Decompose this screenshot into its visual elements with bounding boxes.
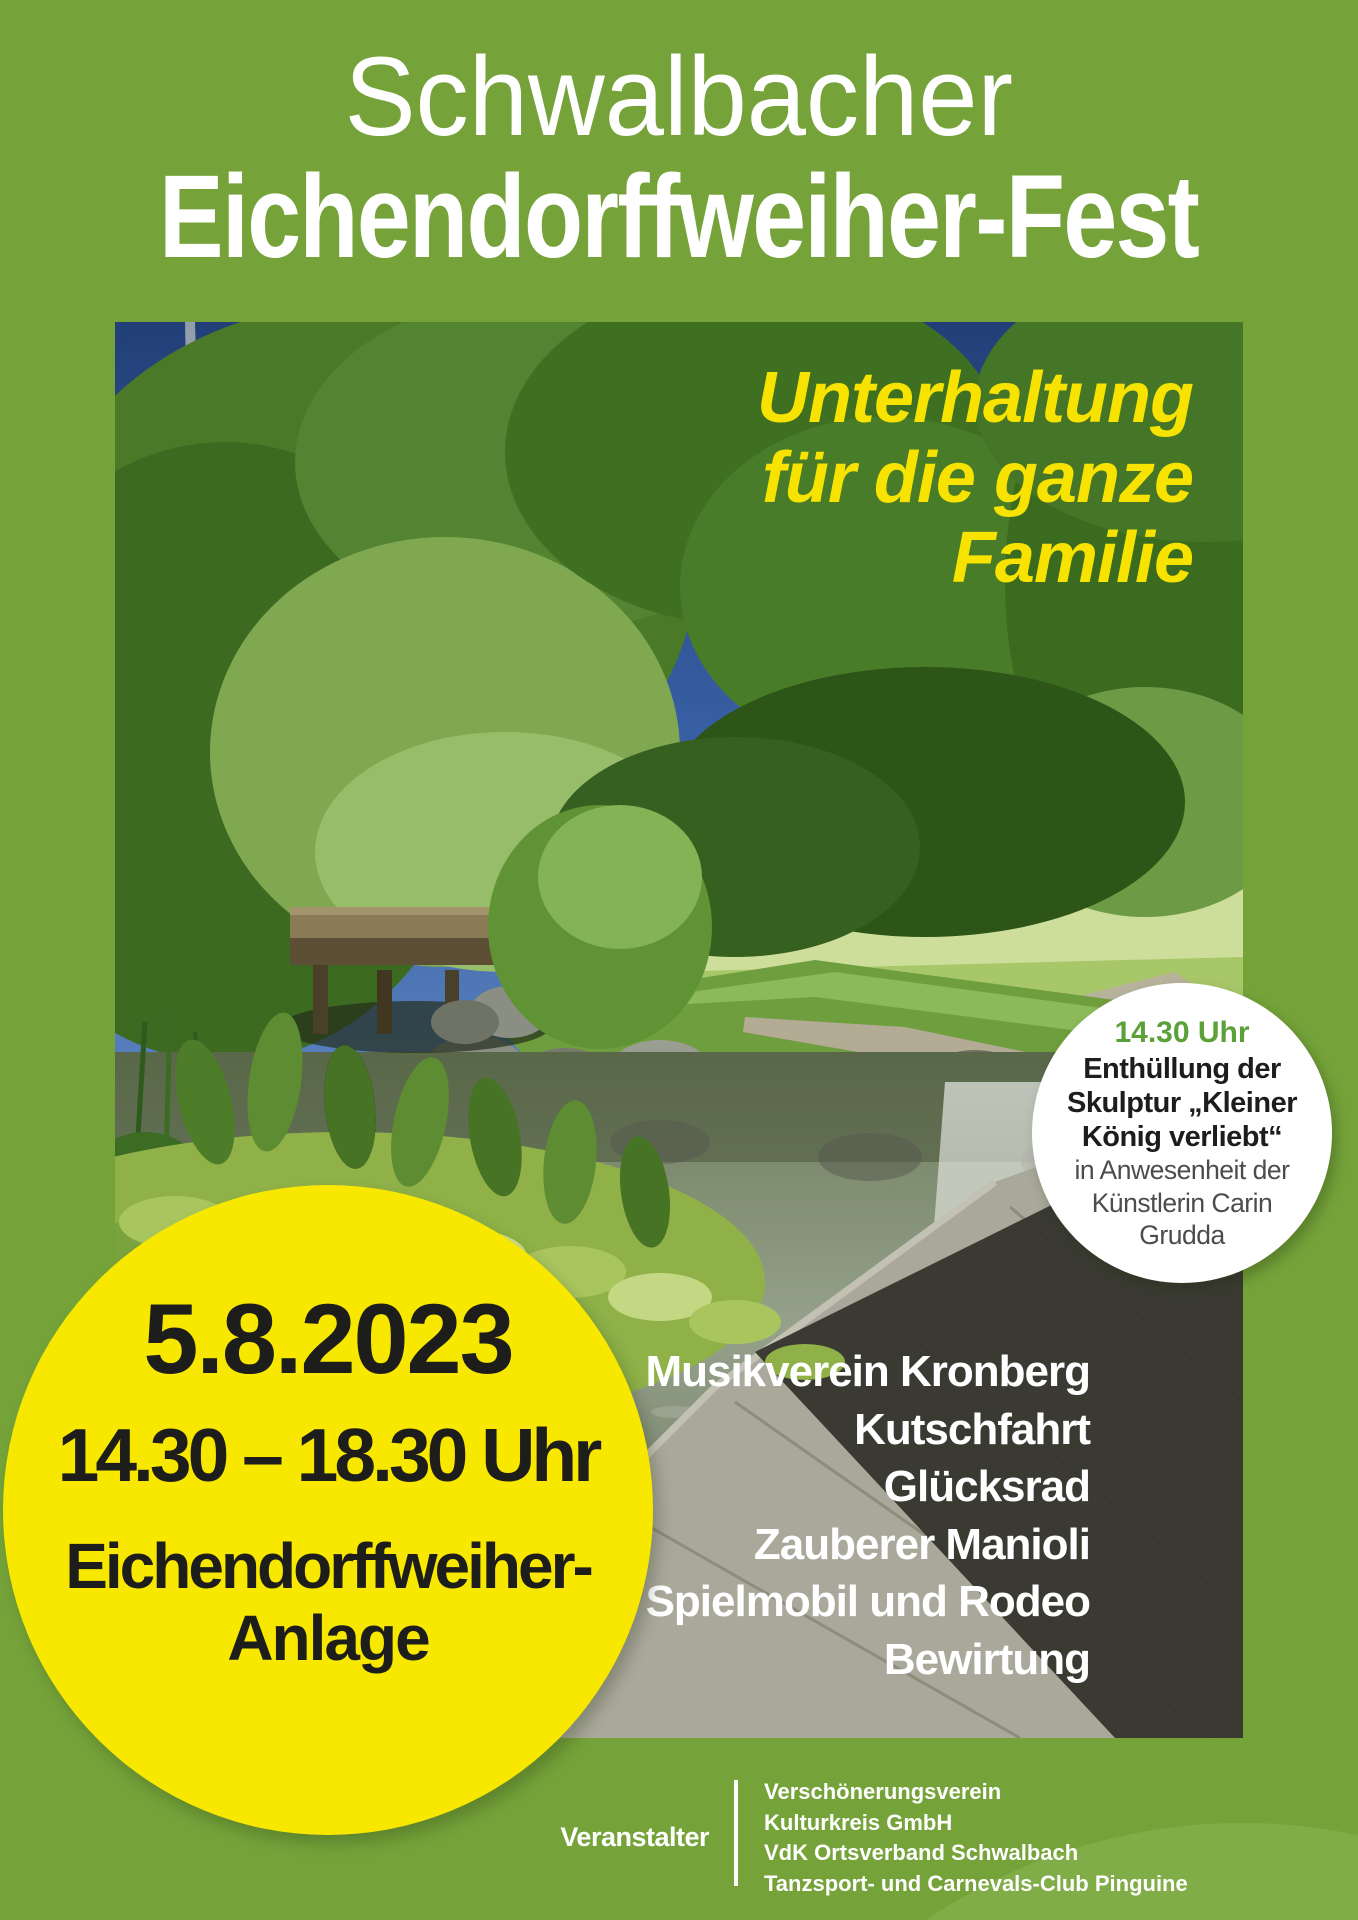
event-time: 14.30 – 18.30 Uhr: [57, 1413, 599, 1497]
tagline-line-1: Unterhaltung: [757, 358, 1193, 438]
corner-arc-decoration: [679, 1823, 1358, 1920]
footer-divider: [734, 1780, 738, 1886]
tagline: [757, 358, 1193, 598]
event-item: Kutschfahrt: [854, 1404, 1090, 1454]
title-line-1: Schwalbacher: [344, 34, 1014, 159]
page-title: [0, 34, 1358, 283]
badge-bold-line: Skulptur „Kleiner: [1067, 1087, 1297, 1120]
badge-time: 14.30 Uhr: [1114, 1016, 1250, 1050]
event-location-line-2: Anlage: [227, 1602, 429, 1674]
event-item: Bewirtung: [883, 1634, 1090, 1684]
organizer-label: Veranstalter: [560, 1822, 709, 1852]
event-item: Spielmobil und Rodeo: [645, 1577, 1090, 1626]
badge-regular-line: Grudda: [1139, 1220, 1225, 1251]
sculpture-badge: [1032, 983, 1332, 1283]
event-item: Glücksrad: [883, 1462, 1090, 1511]
title-line-2: Eichendorffweiher-Fest: [159, 151, 1199, 283]
event-item: Musikverein Kronberg: [645, 1347, 1090, 1396]
badge-bold-line: Enthüllung der: [1083, 1053, 1281, 1086]
date-circle: [3, 1185, 653, 1835]
badge-regular-line: Künstlerin Carin: [1091, 1187, 1273, 1218]
event-item: Zauberer Manioli: [753, 1519, 1090, 1569]
event-date: 5.8.2023: [143, 1283, 513, 1394]
organizer-item: Verschönerungsverein: [764, 1779, 1002, 1804]
organizer-item: VdK Ortsverband Schwalbach: [764, 1840, 1079, 1865]
tagline-line-2: für die ganze: [761, 438, 1193, 518]
organizer-item: Kulturkreis GmbH: [764, 1809, 953, 1835]
badge-bold-line: König verliebt“: [1081, 1121, 1283, 1154]
event-location-line-1: Eichendorffweiher-: [65, 1530, 591, 1602]
organizer-item: Tanzsport- und Carnevals-Club Pinguine: [764, 1870, 1188, 1896]
badge-regular-line: in Anwesenheit der: [1074, 1155, 1290, 1186]
events-list: [645, 1343, 1090, 1688]
tagline-line-3: Familie: [951, 518, 1193, 598]
